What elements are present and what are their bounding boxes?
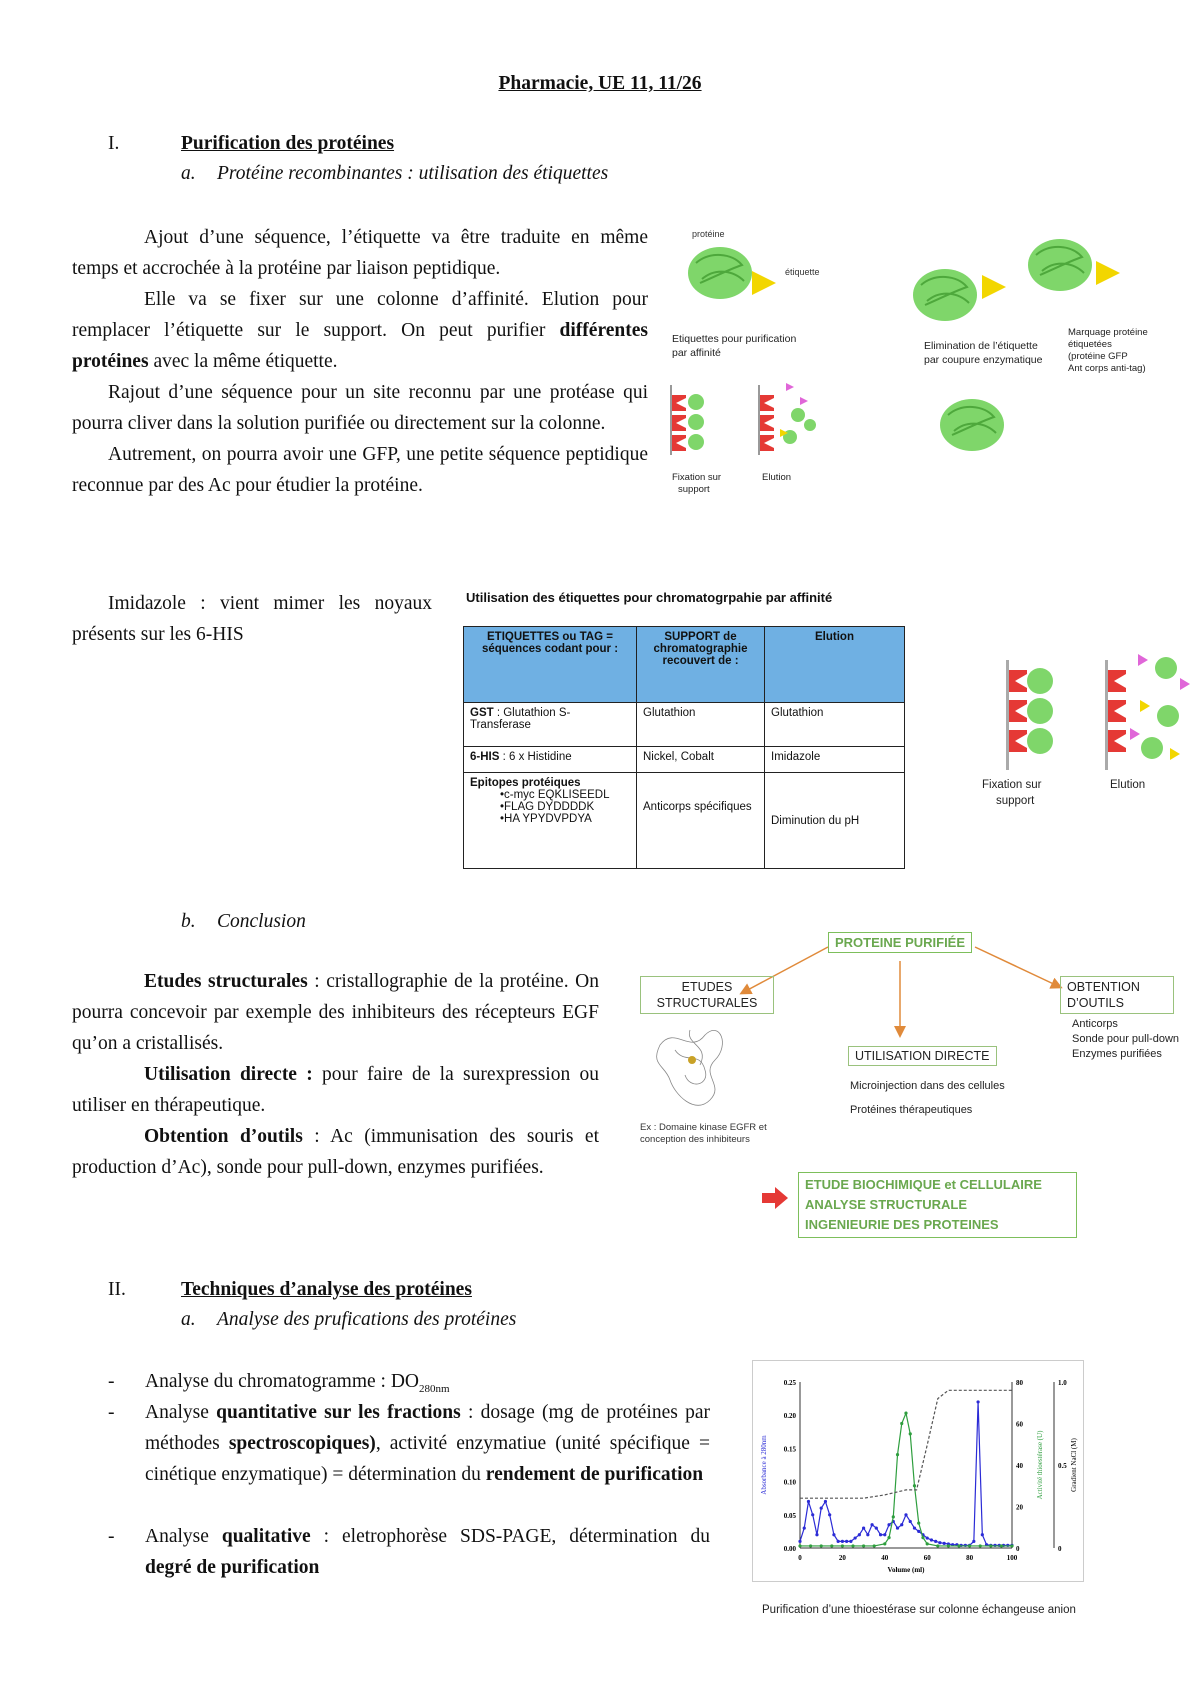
section1-sub-num: a. [181, 163, 196, 184]
data-point-absorbance [837, 1540, 840, 1543]
table-title: Utilisation des étiquettes pour chromatogrpahie par affinité [466, 590, 833, 605]
data-point-absorbance [887, 1523, 890, 1526]
cap-elution-small: Elution [762, 472, 792, 483]
cell-gst-elution: Glutathion [765, 703, 905, 747]
section2-sub-num: a. [181, 1309, 196, 1330]
y2-tick-label: 80 [1016, 1379, 1023, 1387]
bullet-dash-3: - [108, 1526, 115, 1547]
conclusion-title: Conclusion [217, 911, 306, 932]
para-fixer-a: Elle va se fixer sur une colonne d’affinité. Elution pour remplacer l’étiquette sur le support. On peut purifier [72, 289, 648, 341]
y3-axis-label: Gradient NaCl (M) [1070, 1438, 1078, 1492]
x-tick-label: 0 [798, 1554, 802, 1562]
data-point-activity [1010, 1544, 1013, 1547]
cell-his-support: Nickel, Cobalt [637, 747, 765, 773]
bullet-chromatogram-text: Analyse du chromatogramme : DO [145, 1371, 420, 1392]
data-point-absorbance [917, 1530, 920, 1533]
cap-fix-large-1: Fixation sur [982, 779, 1042, 791]
data-point-absorbance [883, 1533, 886, 1536]
x-tick-label: 60 [923, 1554, 931, 1562]
cap-fix-small-1: Fixation sur [672, 472, 722, 483]
data-point-absorbance [811, 1513, 814, 1516]
data-point-absorbance [798, 1540, 801, 1543]
epitope-flag: •FLAG DYDDDDK [500, 801, 595, 813]
section2-num: II. [108, 1279, 126, 1300]
data-point-absorbance [815, 1533, 818, 1536]
cap-mark-1: Marquage protéine [1068, 327, 1148, 338]
para-imidazole: Imidazole : vient mimer les noyaux présents sur les 6-HIS [72, 593, 432, 645]
tag-shape [752, 271, 776, 295]
y3-tick-label: 0 [1058, 1545, 1062, 1553]
x-tick-label: 40 [881, 1554, 889, 1562]
cell-epitopes [464, 773, 637, 869]
cell-gst-support: Glutathion [637, 703, 765, 747]
bq-d: spectroscopiques) [228, 1433, 376, 1454]
y2-tick-label: 40 [1016, 1462, 1023, 1470]
bullet-quantitative [145, 1397, 710, 1490]
y3-tick-label: 1.0 [1058, 1379, 1067, 1387]
concl-structural [72, 966, 599, 1059]
section2-title: Techniques d’analyse des protéines [181, 1279, 472, 1300]
data-point-absorbance [803, 1526, 806, 1529]
th-tag: ETIQUETTES ou TAG = séquences codant pour : [464, 627, 637, 703]
cap-elution-large: Elution [1110, 779, 1146, 791]
data-point-absorbance [858, 1533, 861, 1536]
data-point-absorbance [824, 1500, 827, 1503]
th-support: SUPPORT de chromatographie recouvert de : [637, 627, 765, 703]
data-point-activity [896, 1453, 899, 1456]
para-gfp: Autrement, on pourra avoir une GFP, une petite séquence peptidique reconnue par des Ac pour étudier la protéine. [72, 444, 648, 496]
data-point-activity [798, 1544, 801, 1547]
bullet-dash-2: - [108, 1402, 115, 1423]
concl-direct-text: pour faire de la surexpression ou utiliser en thérapeutique. [72, 1064, 599, 1116]
y-tick-label: 0.20 [783, 1412, 796, 1421]
cap-mark-4: Ant corps anti-tag) [1068, 363, 1146, 374]
result-line-1: ETUDE BIOCHIMIQUE et CELLULAIRE [805, 1177, 1042, 1192]
data-point-activity [926, 1542, 929, 1545]
bql-b: qualitative [221, 1526, 311, 1547]
page-header: Pharmacie, UE 11, 11/26 [498, 73, 702, 94]
concl-tools-text: : Ac (immunisation des souris et production d’Ac), sonde pour pull-down, enzymes purifiées. [72, 1126, 599, 1178]
bql-a: Analyse [145, 1526, 222, 1547]
data-point-activity [989, 1544, 992, 1547]
data-point-absorbance [976, 1400, 979, 1403]
box-direct: UTILISATION DIRECTE [848, 1046, 997, 1066]
tag-cut [982, 275, 1006, 299]
cap-elim-1: Elimination de l’étiquette [924, 340, 1038, 352]
data-point-absorbance [943, 1542, 946, 1545]
protein-blob-elim [913, 269, 977, 321]
para-ajout: Ajout d’une séquence, l’étiquette va être traduite en même temps et accrochée à la protéine par liaison peptidique. [72, 227, 648, 279]
data-point-absorbance [938, 1541, 941, 1544]
data-point-absorbance [879, 1533, 882, 1536]
series-line-absorbance [800, 1402, 1012, 1545]
box-structural: ETUDES STRUCTURALES [640, 976, 774, 1014]
data-point-absorbance [820, 1507, 823, 1510]
cell-epitope-support: Anticorps spécifiques [637, 773, 765, 869]
y2-tick-label: 0 [1016, 1545, 1020, 1553]
y-tick-label: 0.00 [783, 1545, 796, 1553]
epitope-cmyc: •c-myc EQKLISEEDL [500, 789, 610, 801]
cap-fix-small-2: support [678, 484, 710, 495]
protein-structure-icon [657, 1030, 723, 1105]
data-point-activity [921, 1536, 924, 1539]
section1-title: Purification des protéines [181, 133, 395, 154]
cap-affinity-2: par affinité [672, 347, 721, 359]
data-point-absorbance [866, 1533, 869, 1536]
tags-table [463, 626, 905, 869]
data-point-activity [1000, 1544, 1003, 1547]
data-point-activity [968, 1544, 971, 1547]
concl-structural-text: : cristallographie de la protéine. On pourra concevoir par exemple des inhibiteurs des récepteurs EGF qu’on a cristallisés. [72, 971, 599, 1054]
data-point-absorbance [981, 1533, 984, 1536]
data-point-activity [900, 1422, 903, 1425]
data-point-absorbance [845, 1540, 848, 1543]
bullet-qualitative [145, 1521, 710, 1583]
y-axis-label: Absorbance à 280nm [760, 1435, 768, 1495]
data-point-activity [873, 1544, 876, 1547]
cap-fix-large-2: support [996, 795, 1035, 807]
tools-item-3: Enzymes purifiées [1072, 1048, 1162, 1060]
data-point-activity [904, 1412, 907, 1415]
cap-affinity-1: Etiquettes pour purification [672, 333, 797, 345]
data-point-activity [936, 1544, 939, 1547]
y2-tick-label: 60 [1016, 1420, 1023, 1429]
data-point-absorbance [904, 1513, 907, 1516]
data-point-activity [887, 1536, 890, 1539]
section1-num: I. [108, 133, 120, 154]
protein-blob-mark [1028, 239, 1092, 291]
arrow-to-tools [975, 947, 1060, 987]
concl-direct [72, 1059, 599, 1121]
data-point-activity [851, 1544, 854, 1547]
data-point-activity [957, 1544, 960, 1547]
data-point-activity [913, 1484, 916, 1487]
para-rajout: Rajout d’une séquence pour un site reconnu par une protéase qui pourra cliver dans la solution purifiée ou directement sur la colonne. [72, 382, 648, 434]
data-point-absorbance [926, 1536, 929, 1539]
bq-e: , activité enzymatiue (unité spécifique = cinétique enzymatique) = détermination du [145, 1433, 711, 1485]
para-fixer-c: avec la même étiquette. [148, 351, 338, 372]
structural-caption: Ex : Domaine kinase EGFR et conception des inhibiteurs [640, 1122, 767, 1145]
result-line-2: ANALYSE STRUCTURALE [805, 1197, 968, 1212]
data-point-activity [830, 1544, 833, 1547]
chart-caption: Purification d’une thioestérase sur colonne échangeuse anion [762, 1604, 1076, 1616]
para-fixer [72, 284, 648, 377]
bq-f: rendement de purification [485, 1464, 704, 1485]
red-arrow-icon [762, 1187, 788, 1209]
label-tag: étiquette [785, 267, 820, 277]
chromatogram-chart [752, 1360, 1082, 1580]
y2-tick-label: 20 [1016, 1503, 1023, 1512]
cap-mark-2: étiquetées [1068, 339, 1112, 350]
epitope-ha: •HA YPYDVPDYA [500, 813, 592, 825]
y-tick-label: 0.10 [783, 1478, 796, 1487]
cap-elim-2: par coupure enzymatique [924, 354, 1043, 366]
x-tick-label: 80 [966, 1554, 974, 1562]
tools-item-1: Anticorps [1072, 1018, 1118, 1030]
cell-his-elution: Imidazole [765, 747, 905, 773]
result-line-3: INGENIEURIE DES PROTEINES [805, 1217, 999, 1232]
bq-c: : dosage (mg de protéines par méthodes [145, 1402, 710, 1454]
data-point-activity [862, 1544, 865, 1547]
y-tick-label: 0.25 [783, 1379, 796, 1387]
protein-blob-free [940, 399, 1004, 451]
data-point-absorbance [862, 1526, 865, 1529]
tools-item-2: Sonde pour pull-down [1072, 1033, 1180, 1045]
bullet-dash-1: - [108, 1371, 115, 1392]
x-tick-label: 100 [1006, 1554, 1018, 1562]
data-point-absorbance [900, 1523, 903, 1526]
data-point-activity [917, 1522, 920, 1525]
data-point-absorbance [807, 1500, 810, 1503]
epitope-list [470, 789, 630, 825]
data-point-absorbance [854, 1536, 857, 1539]
cell-his: 6-HIS : 6 x Histidine [464, 747, 637, 773]
protein-blob [688, 247, 752, 299]
data-point-activity [979, 1544, 982, 1547]
para-fixer-bold: différentes protéines [72, 320, 648, 372]
figure-fixation-elution [980, 650, 1195, 820]
cap-mark-3: (protéine GFP [1068, 351, 1128, 362]
bql-c: : eletrophorèse SDS-PAGE, détermination du [310, 1526, 710, 1547]
data-point-absorbance [870, 1523, 873, 1526]
epitope-title: Epitopes protéiques [470, 777, 581, 789]
data-point-absorbance [832, 1533, 835, 1536]
bullet-chromatogram-sub: 280nm [419, 1382, 450, 1395]
concl-tools-bold: Obtention d’outils [144, 1126, 303, 1147]
direct-item-1: Microinjection dans des cellules [850, 1080, 1005, 1092]
bq-b: quantitative sur les fractions [216, 1402, 461, 1423]
data-point-absorbance [875, 1526, 878, 1529]
data-point-absorbance [930, 1538, 933, 1541]
cell-epitope-elution: Diminution du pH [765, 773, 905, 869]
data-point-absorbance [849, 1540, 852, 1543]
bq-a: Analyse [145, 1402, 217, 1423]
data-point-absorbance [841, 1540, 844, 1543]
data-point-absorbance [896, 1526, 899, 1529]
conclusion-num: b. [181, 911, 196, 932]
data-point-absorbance [934, 1540, 937, 1543]
th-elution: Elution [765, 627, 905, 703]
data-point-absorbance [828, 1513, 831, 1516]
bql-d: degré de purification [145, 1557, 320, 1578]
tag-mark [1096, 261, 1120, 285]
concl-tools [72, 1121, 599, 1183]
data-point-activity [809, 1544, 812, 1547]
data-point-activity [820, 1544, 823, 1547]
y2-axis-label: Activité thioestérase (U) [1036, 1430, 1044, 1500]
cell-gst: GST : Glutathion S-Transferase [464, 703, 637, 747]
data-point-activity [841, 1544, 844, 1547]
concl-structural-bold: Etudes structurales [144, 971, 308, 992]
y-tick-label: 0.05 [783, 1511, 796, 1520]
box-protein-purified: PROTEINE PURIFIÉE [828, 932, 972, 953]
y3-tick-label: 0.5 [1058, 1462, 1067, 1470]
section2-sub-title: Analyse des prufications des protéines [217, 1309, 517, 1330]
data-point-activity [883, 1542, 886, 1545]
x-tick-label: 20 [838, 1554, 846, 1562]
direct-item-2: Protéines thérapeutiques [850, 1104, 973, 1116]
x-axis-label: Volume (ml) [887, 1566, 925, 1574]
data-point-absorbance [972, 1540, 975, 1543]
data-point-absorbance [909, 1520, 912, 1523]
label-protein: protéine [692, 229, 725, 239]
figure-etiquettes [660, 225, 1190, 510]
data-point-activity [947, 1544, 950, 1547]
concl-direct-bold: Utilisation directe : [144, 1064, 313, 1085]
data-point-absorbance [913, 1526, 916, 1529]
y-tick-label: 0.15 [783, 1445, 796, 1454]
box-tools: OBTENTION D’OUTILS [1060, 976, 1174, 1014]
data-point-activity [892, 1515, 895, 1518]
data-point-activity [909, 1432, 912, 1435]
section1-sub-title: Protéine recombinantes : utilisation des étiquettes [217, 163, 609, 184]
